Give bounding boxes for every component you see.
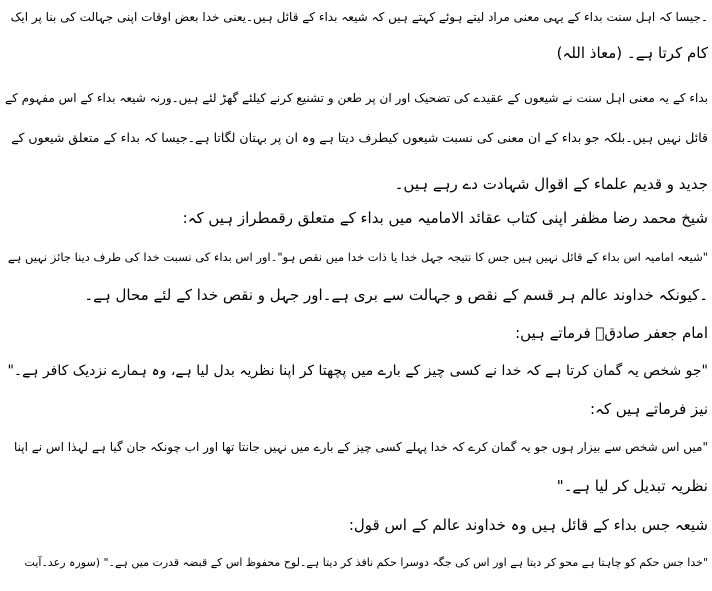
quote-line: نظریہ تبدیل کر لیا ہے۔" [556,477,708,495]
paragraph-line: شیخ محمد رضا مظفر اپنی کتاب عقائد الامامیہ میں بداء کے متعلق رقمطراز ہیں کہ: [182,209,708,227]
paragraph-line: شیعہ جس بداء کے قائل ہیں وہ خداوند عالم کے اس قول: [348,516,708,534]
paragraph-line: جدید و قدیم علماء کے اقوال شہادت دے رہے ہیں۔ [394,175,708,193]
paragraph-line: نیز فرماتے ہیں کہ: [589,400,708,418]
quote-line: "شیعہ امامیہ اس بداء کے قائل نہیں ہیں جس کا نتیجہ جہل خدا یا ذات خدا میں نقص ہو"۔اور اس بداء کی نسبت خدا کی طرف دینا جائز نہیں ہے [7,250,708,264]
paragraph-line: ۔جیسا کہ اہل سنت بداء کے یہی معنی مراد لیتے ہوئے کہتے ہیں کہ شیعہ بداء کے قائل ہیں۔یعنی خدا بعض اوقات اپنی جہالت کی بنا پر ایک [10,10,708,24]
quote-line: "میں اس شخص سے بیزار ہوں جو یہ گمان کرے کہ خدا پہلے کسی چیز کے بارے میں نہیں جانتا تھا اور اب چونکہ جان گیا ہے لہذا اس نے اپنا [13,440,708,454]
quote-line: "خدا جس حکم کو چاہتا ہے محو کر دیتا ہے اور اس کی جگہ دوسرا حکم نافذ کر دیتا ہے۔لوح محفوظ اس کے قبضہ قدرت میں ہے۔" (سورہ رعد۔آیت [24,556,708,569]
paragraph-line: کام کرتا ہے۔ (معاذ اللہ) [556,44,708,62]
quote-line: "جو شخص یہ گمان کرتا ہے کہ خدا نے کسی چیز کے بارے میں پچھتا کر اپنا نظریہ بدل لیا ہے، وہ ہمارے نزدیک کافر ہے۔" [7,363,708,379]
paragraph-line: قائل نہیں ہیں۔بلکہ جو بداء کے ان معنی کی نسبت شیعوں کیطرف دیتا ہے وہ ان پر بہتان لگاتا ہے۔جیسا کہ بداء کے متعلق شیعوں کے [11,130,708,145]
paragraph-line: امام جعفر صادقؑ فرماتے ہیں: [515,324,708,342]
paragraph-line: بداء کے یہ معنی اہل سنت نے شیعوں کے عقیدے کی تضحیک اور ان پر طعن و تشنیع کرنے کیلئے گھڑ لئے ہیں۔ورنہ شیعہ بداء کے اس مفہوم کے [5,91,708,105]
quote-line: ۔کیونکہ خداوند عالم ہر قسم کے نقص و جہالت سے بری ہے۔اور جہل و نقص خدا کے لئے محال ہے۔ [84,286,708,304]
